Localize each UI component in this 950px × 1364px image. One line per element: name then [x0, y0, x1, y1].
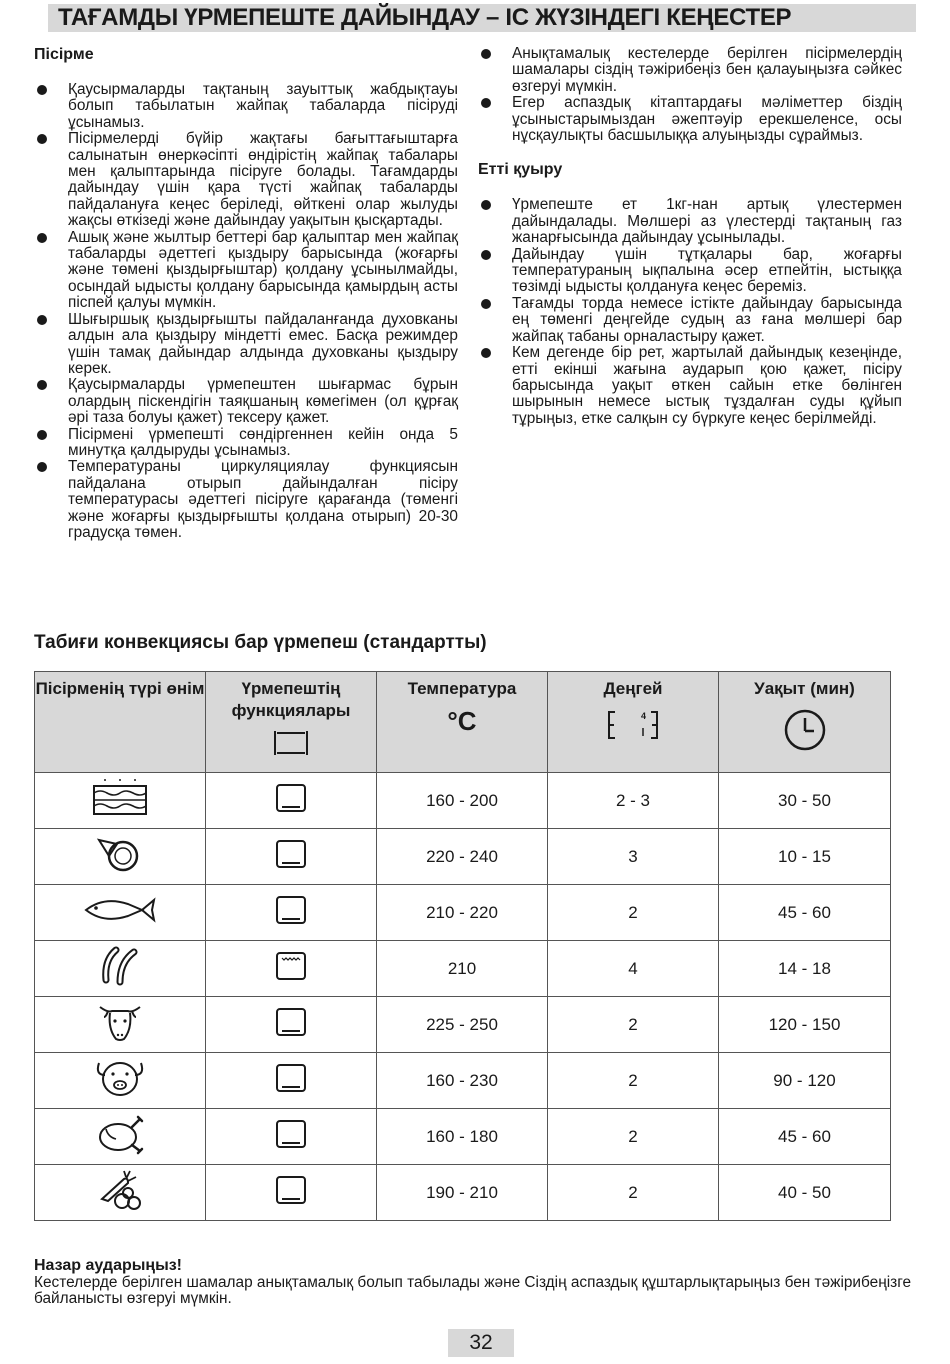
temperature-cell: 160 - 180 — [377, 1109, 548, 1165]
list-item: Үрмепеште ет 1кг-нан артық үлестермен дайындалады. Мөлшері аз үлестерді тақтаның газ жанарғысында дайындау ұсынылады. — [478, 197, 902, 246]
pork-icon — [93, 1057, 147, 1099]
right-column — [478, 46, 902, 427]
temperature-unit: °C — [447, 706, 477, 736]
note-block — [34, 1258, 914, 1308]
roasting-list — [478, 197, 902, 427]
list-item: Кем дегенде бір рет, жартылай дайындық кезеңінде, етті екінші жағына аударып қою қажет, пісіру барысында уақыт өткен сайын етке бөлінген шырынын немесе ыстық тұздалған суды құйып тұрыңыз, етке салқын су бүркуге кеңес берілмейді. — [478, 345, 902, 427]
table-header-row — [35, 672, 891, 773]
top-bottom-heat-icon — [275, 1063, 307, 1093]
time-cell: 45 - 60 — [719, 885, 891, 941]
top-bottom-heat-icon — [275, 783, 307, 813]
header-food-type: Пісірменің түрі өнім — [35, 672, 206, 773]
clock-icon — [783, 708, 827, 752]
vegetables-icon — [96, 1169, 144, 1211]
baking-list — [34, 82, 458, 541]
page-title: ТАҒАМДЫ ҮРМЕПЕШТЕ ДАЙЫНДАУ – ІС ЖҮЗІНДЕГІ КЕҢЕСТЕР — [58, 4, 792, 31]
level-cell: 2 — [548, 1165, 719, 1221]
beef-icon — [96, 1001, 144, 1043]
temperature-cell: 210 - 220 — [377, 885, 548, 941]
time-cell: 30 - 50 — [719, 773, 891, 829]
header-level: Деңгей 4 — [548, 672, 719, 773]
temperature-cell: 225 - 250 — [377, 997, 548, 1053]
temperature-cell: 160 - 200 — [377, 773, 548, 829]
grill-icon — [275, 951, 307, 981]
header-time: Уақыт (мин) — [719, 672, 891, 773]
sausage-icon — [98, 946, 142, 986]
time-cell: 45 - 60 — [719, 1109, 891, 1165]
table-row — [35, 1053, 891, 1109]
table-row — [35, 829, 891, 885]
page-number-box — [448, 1329, 514, 1357]
roasting-heading: Етті қуыру — [478, 161, 563, 179]
table-title: Табиғи конвекциясы бар үрмепеш (стандартты) — [34, 632, 487, 653]
level-cell: 2 — [548, 997, 719, 1053]
pizza-icon — [95, 834, 145, 874]
header-oven-function: Үрмепештің функциялары — [206, 672, 377, 773]
header-temperature: Температура °C — [377, 672, 548, 773]
table-row — [35, 773, 891, 829]
list-item: Пісірмелерді бүйір жақтағы бағыттағыштарға салынатын өнеркәсіпті өндірістің жайпақ табалары мен қалыптарында пісіруге болады. Тағамдарды дайындау үшін қара түсті жайпақ табаларды пайдалануға кеңес беріледі, өйткені олар жылуды жақсы өткізеді және дайындау уақытын қысқартады. — [34, 131, 458, 229]
table-row — [35, 1165, 891, 1221]
list-item: Дайындау үшін тұтқалары бар, жоғарғы температураның ықпалына әсер етпейтін, ыстыққа төзімді ыдысты қолдануға кеңес береміз. — [478, 247, 902, 296]
level-cell: 2 — [548, 1109, 719, 1165]
top-bottom-heat-icon — [275, 895, 307, 925]
page-number: 32 — [469, 1331, 493, 1354]
level-cell: 2 — [548, 1053, 719, 1109]
temperature-cell: 220 - 240 — [377, 829, 548, 885]
level-cell: 2 - 3 — [548, 773, 719, 829]
intro-list — [478, 46, 902, 144]
table-row — [35, 941, 891, 997]
time-cell: 120 - 150 — [719, 997, 891, 1053]
temperature-cell: 210 — [377, 941, 548, 997]
title-bar — [48, 4, 916, 32]
list-item: Шығыршық қыздырғышты пайдаланғанда духовканы алдын ала қыздыру міндетті емес. Басқа режимдер үшін тамақ дайындар алдында духовканы қыздыру керек. — [34, 312, 458, 378]
temperature-cell: 160 - 230 — [377, 1053, 548, 1109]
poultry-icon — [94, 1113, 146, 1155]
top-bottom-heat-icon — [275, 1119, 307, 1149]
time-cell: 10 - 15 — [719, 829, 891, 885]
table-row — [35, 1109, 891, 1165]
list-item: Тағамды торда немесе істікте дайындау барысында ең төменгі деңгейде судың аз ғана мөлшері бар жайпақ табаны орналастыру қажет. — [478, 296, 902, 345]
note-heading: Назар аударыңыз! — [34, 1257, 183, 1274]
left-column — [34, 46, 458, 541]
list-item: Анықтамалық кестелерде берілген пісірмелердің шамалары сіздің тәжірибеңіз бен қалауыңызға сәйкес өзгеруі мүмкін. — [478, 46, 902, 95]
level-cell: 4 — [548, 941, 719, 997]
list-item: Пісірмені үрмепешті сөндіргеннен кейін онда 5 минутқа қалдыруды ұсынамыз. — [34, 427, 458, 460]
list-item: Қаусырмаларды тақтаның зауыттық жабдықтауы болып табылатын жайпақ табаларда пісіруді ұсынамыз. — [34, 82, 458, 131]
time-cell: 40 - 50 — [719, 1165, 891, 1221]
note-text: Кестелерде берілген шамалар анықтамалық болып табылады және Сіздің аспаздық құштарлықтарыңыз бен тәжірибеңізге байланысты өзгеруі мүмкін. — [34, 1273, 912, 1307]
time-cell: 14 - 18 — [719, 941, 891, 997]
list-item: Қаусырмаларды үрмепештен шығармас бұрын олардың піскендігін таяқшаның көмегімен (ол құрғақ әрі таза болуы қажет) тексеру қажет. — [34, 377, 458, 426]
table-row — [35, 997, 891, 1053]
svg-text:4: 4 — [641, 711, 647, 721]
level-cell: 3 — [548, 829, 719, 885]
baking-heading: Пісірме — [34, 46, 94, 63]
top-bottom-heat-icon — [275, 1175, 307, 1205]
list-item: Температураны циркуляциялау функциясын пайдалана отырып дайындалған пісіру температурасы әдеттегі пісіруге қарағанда (төменгі және жоғарғы қыздырғышты қолдана отырып) 20-30 градусқа төмен. — [34, 459, 458, 541]
list-item: Ашық және жылтыр беттері бар қалыптар мен жайпақ табаларды әдеттегі қыздыру барысында (жоғарғы және төмені қыздырғыштар) қолдану ұсынылмайды, осындай ыдысты қолдану барысында қамырдың асты піспей қалуы мүмкін. — [34, 230, 458, 312]
level-icon — [605, 708, 661, 742]
level-cell: 2 — [548, 885, 719, 941]
table-row — [35, 885, 891, 941]
list-item: Егер аспаздық кітаптардағы мәліметтер біздің ұсыныстарымыздан әжептәуір ерекшеленсе, осы нұсқаулықты басшылыққа алуыңызды сұраймыз. — [478, 95, 902, 144]
cooking-table — [34, 671, 891, 1221]
fish-icon — [82, 894, 158, 926]
top-bottom-heat-icon — [275, 839, 307, 869]
temperature-cell: 190 - 210 — [377, 1165, 548, 1221]
top-bottom-heat-icon — [275, 1007, 307, 1037]
cake-icon — [91, 778, 149, 818]
oven-function-icon — [273, 730, 309, 756]
time-cell: 90 - 120 — [719, 1053, 891, 1109]
